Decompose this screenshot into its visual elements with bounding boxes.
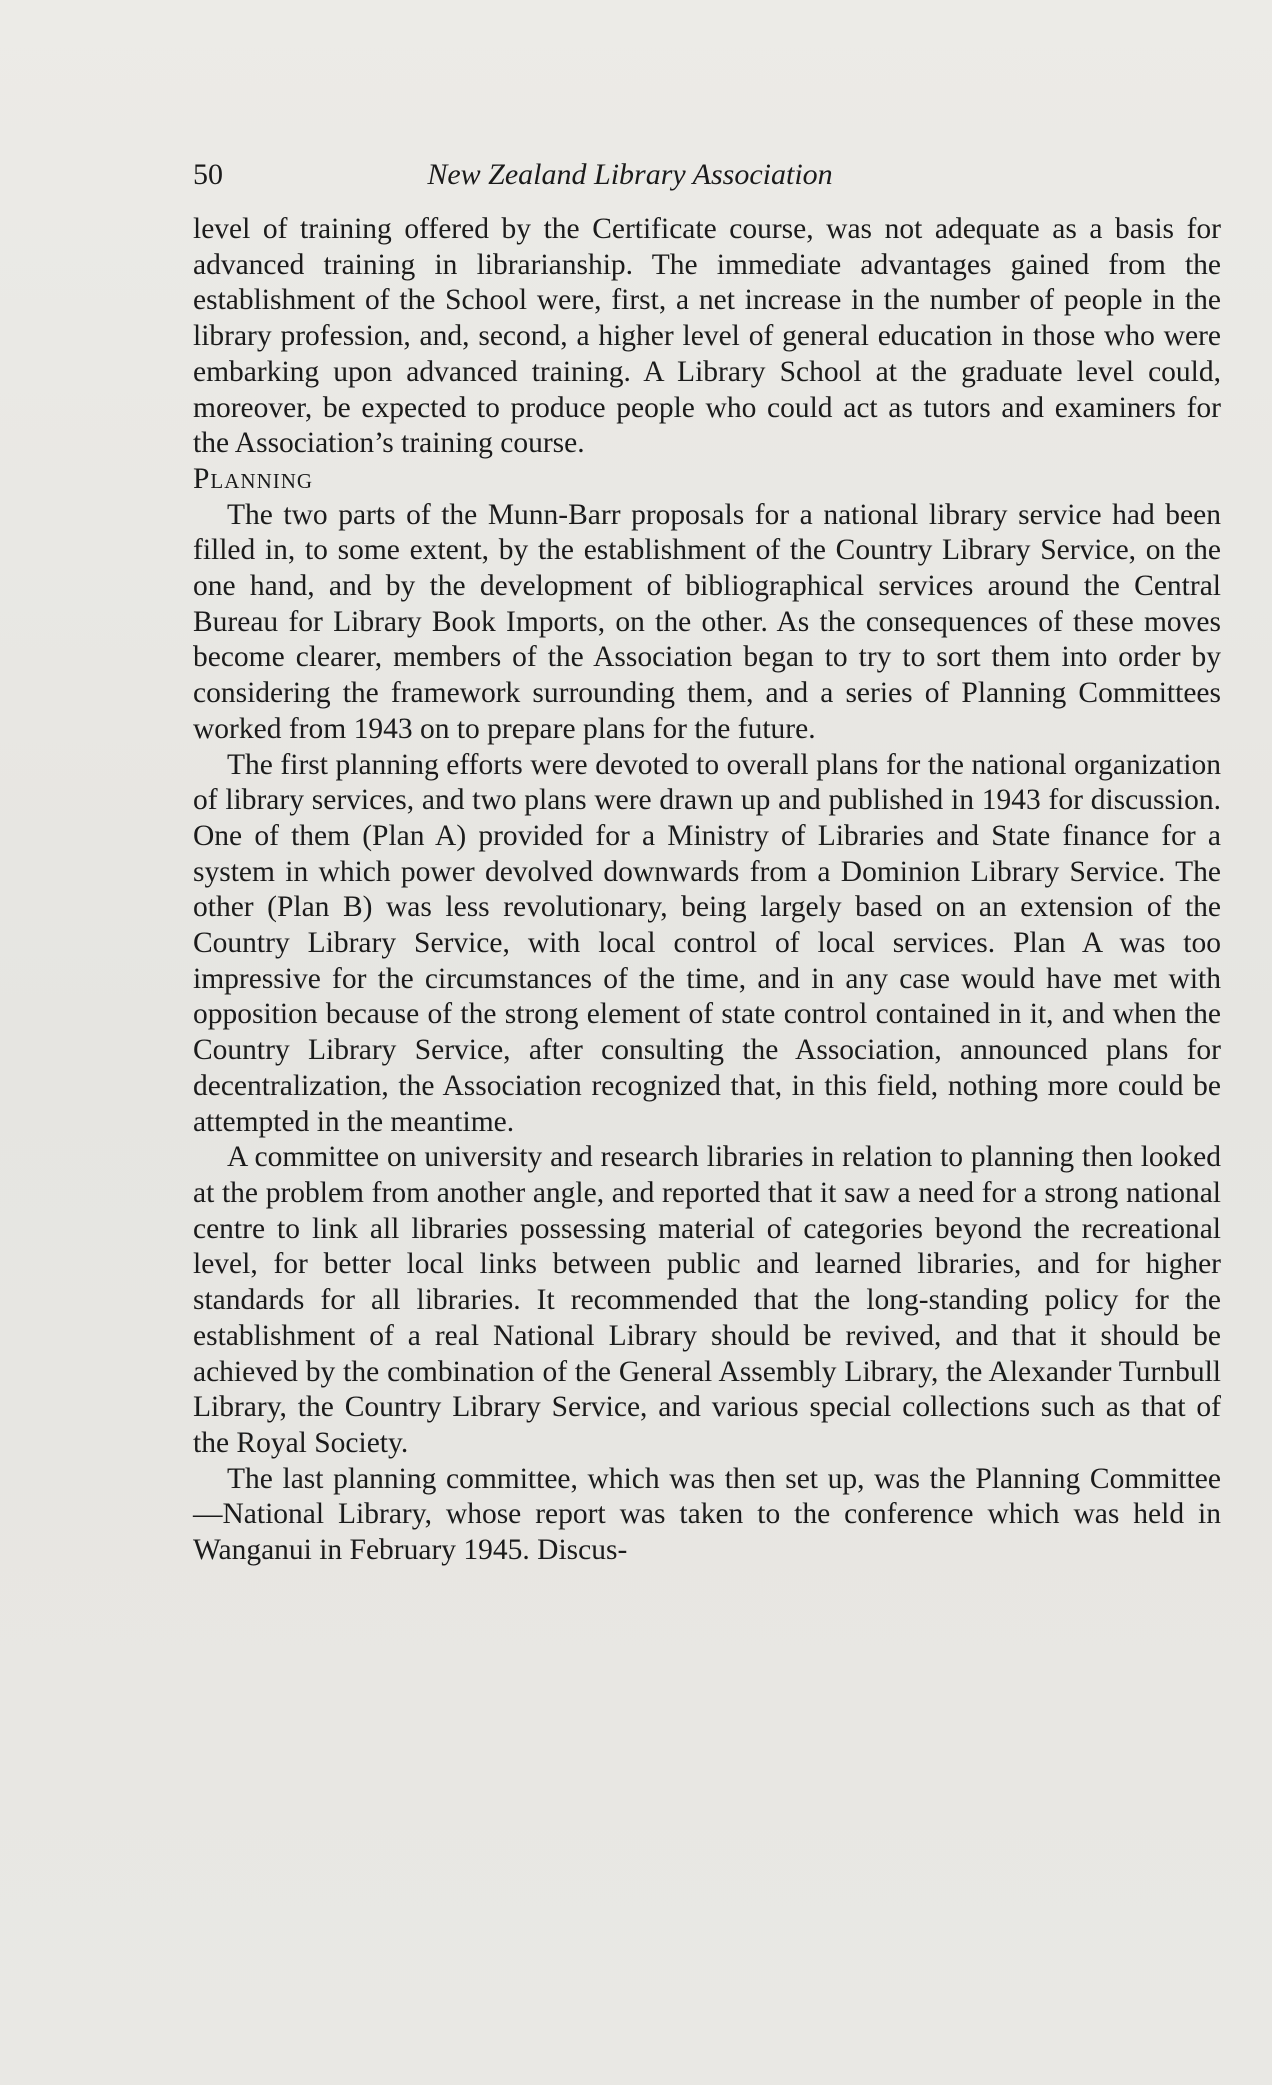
paragraph-continued: level of training offered by the Certificate course, was not adequate as a basis for advanced training in librarianship. The immediate advantages gained from the establishment of the School were, first, a net increase in the number of people in the library profession, and, second, a higher level of general education in those who were embarking upon advanced training. A Library School at the graduate level could, moreover, be expected to produce people who could act as tutors and examiners for the Association’s training course. (193, 213, 1221, 460)
paragraph-committee-university: A committee on university and research libraries in relation to planning then looked at the problem from another angle, and reported that it saw a need for a strong national centre to link all libraries possessing material of categories beyond the recreational level, for better local links between public and learned libraries, and for higher standards for all libraries. It recommended that the long-standing policy for the establishment of a real National Library should be revived, and that it should be achieved by the combination of the General Assembly Library, the Alexander Turnbull Library, the Country Library Service, and various special collections such as that of the Royal Society. (193, 1141, 1221, 1459)
paragraph-first-planning: The first planning efforts were devoted to overall plans for the national organization of library services, and two plans were drawn up and published in 1943 for discussion. One of them (Plan A) provided for a Ministry of Libraries and State finance for a system in which power devolved downwards from a Dominion Library Service. The other (Plan B) was less revolutionary, being largely based on an extension of the Country Library Service, with local control of local services. Plan A was too impressive for the circumstances of the time, and in any case would have met with opposition because of the strong element of state control contained in it, and when the Country Library Service, after consulting the Association, announced plans for decentralization, the Association recognized that, in this field, nothing more could be attempted in the meantime. (193, 748, 1221, 1138)
page-number: 50 (193, 158, 223, 191)
paragraph-munn-barr: The two parts of the Munn-Barr proposals for a national library service had been filled in, to some extent, by the establishment of the Country Library Service, on the one hand, and by the development of bibliographical services around the Central Bureau for Library Book Imports, on the other. As the consequences of these moves become clearer, members of the Association began to try to sort them into order by considering the framework surrounding them, and a series of Planning Committees worked from 1943 on to prepare plans for the future. (193, 498, 1221, 745)
running-head (193, 155, 1225, 195)
section-heading-planning: Planning (193, 462, 314, 495)
paragraph-last-planning: The last planning committee, which was then set up, was the Planning Committee—National Library, whose report was taken to the conference which was held in Wanganui in February 1945. Discus- (193, 1462, 1221, 1567)
running-title: New Zealand Library Association (427, 158, 833, 191)
body-text (193, 212, 1221, 1569)
